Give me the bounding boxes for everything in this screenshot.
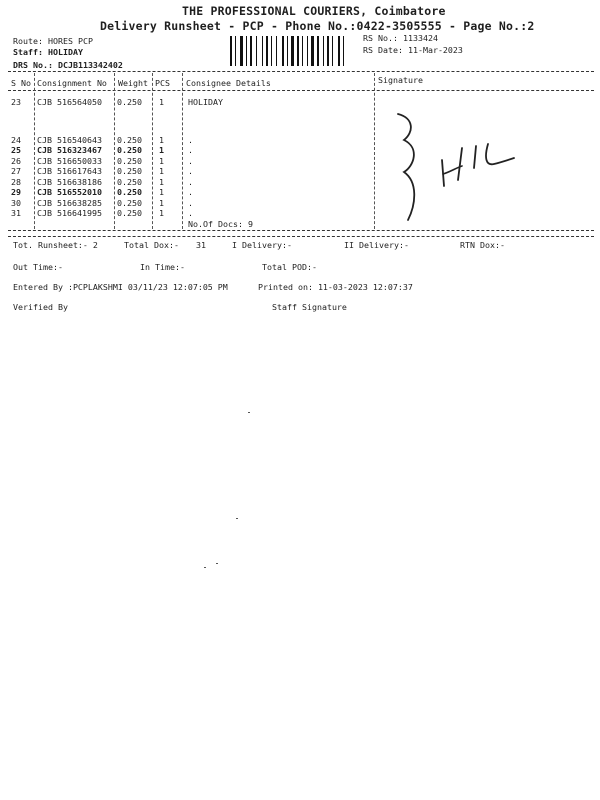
barcode-bar xyxy=(256,36,257,66)
cell-sno: 30 xyxy=(11,198,21,208)
cell-weight: 0.250 xyxy=(117,145,142,155)
barcode-bar xyxy=(235,36,236,66)
scan-speck xyxy=(204,567,206,568)
barcode-bar xyxy=(332,36,333,66)
cell-consignment: CJB 516540643 xyxy=(37,135,102,145)
col-divider xyxy=(114,73,115,229)
col-header-sno: S No xyxy=(11,78,31,88)
cell-pcs: 1 xyxy=(159,135,164,145)
tot-runsheet: Tot. Runsheet:- 2 xyxy=(13,240,98,250)
cell-pcs: 1 xyxy=(159,177,164,187)
cell-consignment: CJB 516323467 xyxy=(37,145,102,155)
col-header-consignment: Consignment No xyxy=(37,78,107,88)
cell-pcs: 1 xyxy=(159,166,164,176)
total-pod: Total POD:- xyxy=(262,262,317,272)
table-header-rule xyxy=(8,90,594,91)
rs-no-value: 1133424 xyxy=(402,33,438,43)
route-line xyxy=(13,36,93,46)
cell-consignment: CJB 516638186 xyxy=(37,177,102,187)
cell-weight: 0.250 xyxy=(117,208,142,218)
barcode-bar xyxy=(240,36,243,66)
route-label: Route: xyxy=(13,36,43,46)
drs-label: DRS No.: xyxy=(13,60,53,70)
cell-pcs: 1 xyxy=(159,208,164,218)
out-time: Out Time:- xyxy=(13,262,63,272)
col-header-consignee: Consignee Details xyxy=(186,78,271,88)
totals-top-rule xyxy=(8,236,594,237)
in-time: In Time:- xyxy=(140,262,185,272)
cell-consignment: CJB 516638285 xyxy=(37,198,102,208)
barcode-bar xyxy=(291,36,294,66)
cell-pcs: 1 xyxy=(159,97,164,107)
table-bottom-rule xyxy=(8,230,594,231)
rs-no-label: RS No.: xyxy=(363,33,398,43)
cell-consignee: . xyxy=(188,135,193,145)
staff-line xyxy=(13,47,83,57)
cell-weight: 0.250 xyxy=(117,156,142,166)
barcode-bar xyxy=(311,36,314,66)
total-dox-label: Total Dox:- xyxy=(124,240,179,250)
docs-count: No.Of Docs: 9 xyxy=(188,219,253,229)
verified-by: Verified By xyxy=(13,302,68,312)
rs-date-line xyxy=(363,45,463,55)
barcode-bar xyxy=(297,36,299,66)
scan-speck xyxy=(248,412,250,413)
cell-consignment: CJB 516617643 xyxy=(37,166,102,176)
cell-pcs: 1 xyxy=(159,187,164,197)
scan-speck xyxy=(236,518,238,519)
cell-sno: 23 xyxy=(11,97,21,107)
barcode-image xyxy=(230,36,356,66)
col-header-weight: Weight xyxy=(118,78,148,88)
company-title: THE PROFESSIONAL COURIERS, Coimbatore xyxy=(182,4,446,18)
staff-label: Staff: xyxy=(13,47,43,57)
col-header-signature: Signature xyxy=(378,75,423,85)
barcode-bar xyxy=(327,36,329,66)
col-divider xyxy=(374,73,375,229)
cell-weight: 0.250 xyxy=(117,166,142,176)
cell-pcs: 1 xyxy=(159,156,164,166)
cell-consignment: CJB 516650033 xyxy=(37,156,102,166)
rs-date-value: 11-Mar-2023 xyxy=(407,45,463,55)
barcode-bar xyxy=(338,36,340,66)
drs-line xyxy=(13,60,123,70)
i-delivery: I Delivery:- xyxy=(232,240,292,250)
cell-consignee: . xyxy=(188,187,193,197)
barcode-bar xyxy=(266,36,268,66)
cell-consignee: . xyxy=(188,166,193,176)
cell-sno: 25 xyxy=(11,145,21,155)
barcode-bar xyxy=(307,36,308,66)
total-dox-value: 31 xyxy=(196,240,206,250)
barcode-bar xyxy=(282,36,284,66)
cell-weight: 0.250 xyxy=(117,187,142,197)
cell-sno: 31 xyxy=(11,208,21,218)
barcode-bar xyxy=(317,36,319,66)
rs-no-line xyxy=(363,33,438,43)
route-value: HORES PCP xyxy=(47,36,93,46)
handwritten-signature xyxy=(392,108,532,228)
barcode-bar xyxy=(276,36,277,66)
barcode-bar xyxy=(262,36,263,66)
barcode-bar xyxy=(287,36,288,66)
cell-consignee: HOLIDAY xyxy=(188,97,223,107)
cell-sno: 27 xyxy=(11,166,21,176)
scan-speck xyxy=(216,563,218,564)
cell-sno: 26 xyxy=(11,156,21,166)
col-divider xyxy=(34,73,35,229)
cell-sno: 29 xyxy=(11,187,21,197)
cell-consignee: . xyxy=(188,177,193,187)
barcode-bar xyxy=(250,36,252,66)
cell-weight: 0.250 xyxy=(117,198,142,208)
col-divider xyxy=(152,73,153,229)
cell-weight: 0.250 xyxy=(117,135,142,145)
barcode-bar xyxy=(271,36,272,66)
runsheet-subtitle: Delivery Runsheet - PCP - Phone No.:0422-3505555 - Page No.:2 xyxy=(100,19,535,33)
rs-date-label: RS Date: xyxy=(363,45,403,55)
ii-delivery: II Delivery:- xyxy=(344,240,409,250)
barcode-bar xyxy=(323,36,324,66)
barcode-bar xyxy=(343,36,344,66)
cell-consignee: . xyxy=(188,208,193,218)
col-header-pcs: PCS xyxy=(155,78,170,88)
cell-consignee: . xyxy=(188,145,193,155)
cell-consignment: CJB 516552010 xyxy=(37,187,102,197)
cell-pcs: 1 xyxy=(159,145,164,155)
cell-consignee: . xyxy=(188,198,193,208)
cell-consignment: CJB 516641995 xyxy=(37,208,102,218)
staff-value: HOLIDAY xyxy=(47,47,83,57)
cell-sno: 28 xyxy=(11,177,21,187)
staff-signature-label: Staff Signature xyxy=(272,302,347,312)
cell-consignment: CJB 516564050 xyxy=(37,97,102,107)
barcode-bar xyxy=(302,36,303,66)
col-divider xyxy=(182,73,183,229)
barcode-bar xyxy=(246,36,247,66)
cell-consignee: . xyxy=(188,156,193,166)
printed-on: Printed on: 11-03-2023 12:07:37 xyxy=(258,282,413,292)
entered-by: Entered By :PCPLAKSHMI 03/11/23 12:07:05 PM xyxy=(13,282,228,292)
cell-pcs: 1 xyxy=(159,198,164,208)
cell-weight: 0.250 xyxy=(117,97,142,107)
cell-sno: 24 xyxy=(11,135,21,145)
barcode-bar xyxy=(230,36,232,66)
cell-weight: 0.250 xyxy=(117,177,142,187)
rtn-dox: RTN Dox:- xyxy=(460,240,505,250)
table-top-rule xyxy=(8,71,594,72)
drs-value: DCJB113342402 xyxy=(57,60,123,70)
